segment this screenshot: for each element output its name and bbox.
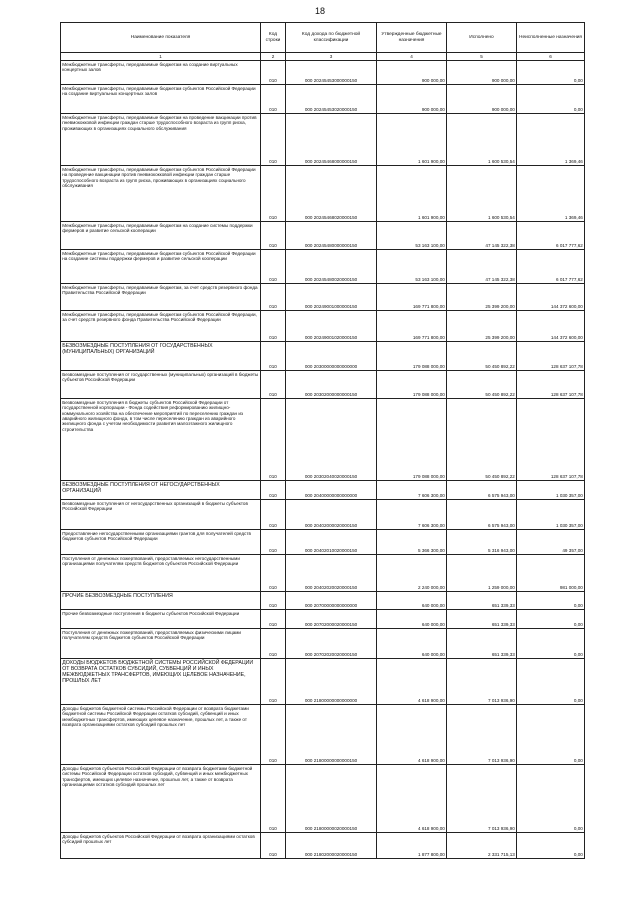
- table-header-row: [61, 23, 585, 53]
- table-row: [61, 114, 585, 166]
- approved-amount: 640 000,00: [377, 629, 447, 659]
- remaining-amount: 0,00: [517, 592, 585, 610]
- remaining-amount: 128 637 107,78: [517, 399, 585, 481]
- indicator-name: Межбюджетные трансферты, передаваемые бюджетам на проведение вакцинации против пневмококковой инфекции граждан старше трудоспособного возраста из групп риска, проживающих в организациях социального обслуживания: [61, 114, 261, 166]
- income-code: 000 20400000000000000: [286, 481, 377, 500]
- approved-amount: 7 606 300,00: [377, 481, 447, 500]
- income-code: 000 20300000000000000: [286, 342, 377, 371]
- income-code: 000 20302040020000150: [286, 399, 377, 481]
- column-number: 1: [61, 53, 261, 61]
- line-code: 010: [261, 311, 286, 342]
- approved-amount: 4 618 900,00: [377, 765, 447, 833]
- table-row: [61, 342, 585, 371]
- page-number: 18: [314, 6, 325, 16]
- approved-amount: 900 000,00: [377, 85, 447, 114]
- approved-amount: 4 618 900,00: [377, 659, 447, 705]
- approved-amount: 1 601 900,00: [377, 114, 447, 166]
- executed-amount: 47 145 322,38: [447, 250, 517, 284]
- income-code: 000 20302000000000150: [286, 371, 377, 399]
- line-code: 010: [261, 222, 286, 250]
- table-row: [61, 530, 585, 555]
- income-code: 000 20402020020000150: [286, 555, 377, 592]
- remaining-amount: 144 372 600,00: [517, 284, 585, 311]
- table-row: [61, 592, 585, 610]
- executed-amount: 6 575 943,00: [447, 481, 517, 500]
- indicator-name: ПРОЧИЕ БЕЗВОЗМЕЗДНЫЕ ПОСТУПЛЕНИЯ: [61, 592, 261, 610]
- line-code: 010: [261, 833, 286, 859]
- table-row: [61, 629, 585, 659]
- executed-amount: 50 450 892,22: [447, 399, 517, 481]
- remaining-amount: 6 017 777,62: [517, 250, 585, 284]
- table-row: [61, 555, 585, 592]
- remaining-amount: 0,00: [517, 833, 585, 859]
- line-code: 010: [261, 765, 286, 833]
- table-row: [61, 371, 585, 399]
- income-code: 000 20245480020000150: [286, 250, 377, 284]
- executed-amount: 900 000,00: [447, 85, 517, 114]
- column-number: 2: [261, 53, 286, 61]
- executed-amount: 50 450 892,22: [447, 342, 517, 371]
- income-code: 000 20249001020000150: [286, 311, 377, 342]
- indicator-name: Поступления от денежных пожертвований, предоставляемых негосударственными организациями получателям средств бюджетов субъектов Российской Федерации: [61, 555, 261, 592]
- indicator-name: Прочие безвозмездные поступления в бюджеты субъектов Российской Федерации: [61, 610, 261, 629]
- indicator-name: Безвозмездные поступления от негосударственных организаций в бюджеты субъектов Российской Федерации: [61, 500, 261, 530]
- indicator-name: Безвозмездные поступления в бюджеты субъектов Российской Федерации от государственной корпорации - Фонда содействия реформированию жилищно-коммунального хозяйства на обеспечение мероприятий по переселению граждан из аварийного жилищного фонда, в том числе переселению граждан из аварийного жилищного фонда с учетом необходимости развития малоэтажного жилищного строительства: [61, 399, 261, 481]
- header-executed: Исполнено: [447, 23, 517, 53]
- remaining-amount: 1 030 357,00: [517, 481, 585, 500]
- header-income-code: Код дохода по бюджетной классификации: [286, 23, 377, 53]
- header-indicator-name: Наименование показателя: [61, 23, 261, 53]
- approved-amount: 179 088 000,00: [377, 399, 447, 481]
- table-row: [61, 222, 585, 250]
- executed-amount: 651 339,33: [447, 610, 517, 629]
- income-code: 000 20402010020000150: [286, 530, 377, 555]
- line-code: 010: [261, 500, 286, 530]
- income-code: 000 20702020020000150: [286, 629, 377, 659]
- indicator-name: БЕЗВОЗМЕЗДНЫЕ ПОСТУПЛЕНИЯ ОТ ГОСУДАРСТВЕННЫХ (МУНИЦИПАЛЬНЫХ) ОРГАНИЗАЦИЙ: [61, 342, 261, 371]
- line-code: 010: [261, 166, 286, 222]
- remaining-amount: 981 000,00: [517, 555, 585, 592]
- line-code: 010: [261, 284, 286, 311]
- executed-amount: 1 600 530,54: [447, 166, 517, 222]
- table-row: [61, 166, 585, 222]
- indicator-name: Доходы бюджетов субъектов Российской Федерации от возврата организациями остатков субсидий прошлых лет: [61, 833, 261, 859]
- executed-amount: 651 339,33: [447, 629, 517, 659]
- executed-amount: 50 450 892,22: [447, 371, 517, 399]
- indicator-name: Межбюджетные трансферты, передаваемые бюджетам на создание виртуальных концертных залов: [61, 61, 261, 85]
- executed-amount: 25 399 200,00: [447, 284, 517, 311]
- table-row: [61, 481, 585, 500]
- header-approved: Утвержденные бюджетные назначения: [377, 23, 447, 53]
- executed-amount: 5 316 943,00: [447, 530, 517, 555]
- remaining-amount: 144 372 600,00: [517, 311, 585, 342]
- table-row: [61, 705, 585, 765]
- executed-amount: 1 600 530,54: [447, 114, 517, 166]
- approved-amount: 53 163 100,00: [377, 250, 447, 284]
- table-row: [61, 500, 585, 530]
- indicator-name: Безвозмездные поступления от государственных (муниципальных) организаций в бюджеты субъектов Российской Федерации: [61, 371, 261, 399]
- table-row: [61, 659, 585, 705]
- header-line-code: Код строки: [261, 23, 286, 53]
- income-code: 000 20245453000000150: [286, 61, 377, 85]
- column-number: 3: [286, 53, 377, 61]
- line-code: 010: [261, 629, 286, 659]
- line-code: 010: [261, 592, 286, 610]
- remaining-amount: 0,00: [517, 765, 585, 833]
- executed-amount: 900 000,00: [447, 61, 517, 85]
- income-code: 000 21800000000000000: [286, 659, 377, 705]
- table-row: [61, 85, 585, 114]
- indicator-name: Межбюджетные трансферты, передаваемые бюджетам субъектов Российской Федерации на создание виртуальных концертных залов: [61, 85, 261, 114]
- column-number-row: [61, 53, 585, 61]
- column-number: 5: [447, 53, 517, 61]
- column-number: 4: [377, 53, 447, 61]
- header-remaining: Неисполненные назначения: [517, 23, 585, 53]
- table-row: [61, 610, 585, 629]
- budget-execution-table: [60, 22, 585, 859]
- line-code: 010: [261, 399, 286, 481]
- approved-amount: 169 771 800,00: [377, 311, 447, 342]
- executed-amount: 651 339,33: [447, 592, 517, 610]
- remaining-amount: 128 637 107,78: [517, 342, 585, 371]
- line-code: 010: [261, 530, 286, 555]
- indicator-name: Доходы бюджетов бюджетной системы Российской Федерации от возврата бюджетами бюджетной системы Российской Федерации остатков субсидий, субвенций и иных межбюджетных трансфертов, имеющих целевое назначение, прошлых лет, а также от возврата организациями остатков субсидий прошлых лет: [61, 705, 261, 765]
- income-code: 000 20702000020000150: [286, 610, 377, 629]
- table-row: [61, 61, 585, 85]
- line-code: 010: [261, 342, 286, 371]
- approved-amount: 900 000,00: [377, 61, 447, 85]
- income-code: 000 21800000020000150: [286, 765, 377, 833]
- approved-amount: 640 000,00: [377, 592, 447, 610]
- indicator-name: Межбюджетные трансферты, передаваемые бюджетам субъектов Российской Федерации, за счет средств резервного фонда Правительства Российской Федерации: [61, 311, 261, 342]
- remaining-amount: 0,00: [517, 705, 585, 765]
- approved-amount: 4 618 900,00: [377, 705, 447, 765]
- line-code: 010: [261, 114, 286, 166]
- approved-amount: 7 606 300,00: [377, 500, 447, 530]
- remaining-amount: 128 637 107,78: [517, 371, 585, 399]
- column-number: 6: [517, 53, 585, 61]
- table-row: [61, 765, 585, 833]
- indicator-name: Доходы бюджетов субъектов Российской Федерации от возврата бюджетами бюджетной системы Российской Федерации остатков субсидий, субвенций и иных межбюджетных трансфертов, имеющих целевое назначение, прошлых лет, а также от возврата организациями остатков субсидий прошлых лет: [61, 765, 261, 833]
- table-row: [61, 250, 585, 284]
- approved-amount: 2 240 000,00: [377, 555, 447, 592]
- executed-amount: 7 013 936,90: [447, 765, 517, 833]
- income-code: 000 20245468000000150: [286, 114, 377, 166]
- table-row: [61, 833, 585, 859]
- income-code: 000 20245453020000150: [286, 85, 377, 114]
- line-code: 010: [261, 555, 286, 592]
- approved-amount: 5 366 300,00: [377, 530, 447, 555]
- remaining-amount: 49 357,00: [517, 530, 585, 555]
- indicator-name: Межбюджетные трансферты, передаваемые бюджетам на создание системы поддержки фермеров и развитие сельской кооперации: [61, 222, 261, 250]
- approved-amount: 169 771 800,00: [377, 284, 447, 311]
- executed-amount: 1 259 000,00: [447, 555, 517, 592]
- remaining-amount: 1 369,46: [517, 114, 585, 166]
- income-code: 000 20245468020000150: [286, 166, 377, 222]
- approved-amount: 640 000,00: [377, 610, 447, 629]
- line-code: 010: [261, 61, 286, 85]
- remaining-amount: 6 017 777,62: [517, 222, 585, 250]
- table-row: [61, 284, 585, 311]
- remaining-amount: 0,00: [517, 629, 585, 659]
- line-code: 010: [261, 85, 286, 114]
- remaining-amount: 0,00: [517, 85, 585, 114]
- executed-amount: 47 145 322,38: [447, 222, 517, 250]
- table-row: [61, 399, 585, 481]
- approved-amount: 1 877 800,00: [377, 833, 447, 859]
- indicator-name: Поступления от денежных пожертвований, предоставляемых физическими лицами получателям средств бюджетов субъектов Российской Федерации: [61, 629, 261, 659]
- income-code: 000 21800000000000150: [286, 705, 377, 765]
- income-code: 000 21802000020000150: [286, 833, 377, 859]
- remaining-amount: 0,00: [517, 659, 585, 705]
- approved-amount: 53 163 100,00: [377, 222, 447, 250]
- remaining-amount: 1 030 357,00: [517, 500, 585, 530]
- executed-amount: 7 013 936,90: [447, 659, 517, 705]
- indicator-name: Межбюджетные трансферты, передаваемые бюджетам субъектов Российской Федерации на проведение вакцинации против пневмококковой инфекции граждан старше трудоспособного возраста из групп риска, проживающих в организациях социального обслуживания: [61, 166, 261, 222]
- line-code: 010: [261, 705, 286, 765]
- line-code: 010: [261, 610, 286, 629]
- executed-amount: 6 575 943,00: [447, 500, 517, 530]
- indicator-name: Межбюджетные трансферты, передаваемые бюджетам, за счет средств резервного фонда Правительства Российской Федерации: [61, 284, 261, 311]
- indicator-name: ДОХОДЫ БЮДЖЕТОВ БЮДЖЕТНОЙ СИСТЕМЫ РОССИЙСКОЙ ФЕДЕРАЦИИ ОТ ВОЗВРАТА ОСТАТКОВ СУБСИДИЙ, СУБВЕНЦИЙ И ИНЫХ МЕЖБЮДЖЕТНЫХ ТРАНСФЕРТОВ, ИМЕЮЩИХ ЦЕЛЕВОЕ НАЗНАЧЕНИЕ, ПРОШЛЫХ ЛЕТ: [61, 659, 261, 705]
- approved-amount: 179 088 000,00: [377, 342, 447, 371]
- table-row: [61, 311, 585, 342]
- remaining-amount: 0,00: [517, 610, 585, 629]
- indicator-name: БЕЗВОЗМЕЗДНЫЕ ПОСТУПЛЕНИЯ ОТ НЕГОСУДАРСТВЕННЫХ ОРГАНИЗАЦИЙ: [61, 481, 261, 500]
- executed-amount: 2 331 715,13: [447, 833, 517, 859]
- line-code: 010: [261, 371, 286, 399]
- line-code: 010: [261, 250, 286, 284]
- remaining-amount: 0,00: [517, 61, 585, 85]
- approved-amount: 1 601 900,00: [377, 166, 447, 222]
- executed-amount: 7 013 936,90: [447, 705, 517, 765]
- income-code: 000 20249001000000150: [286, 284, 377, 311]
- line-code: 010: [261, 659, 286, 705]
- income-code: 000 20245480000000150: [286, 222, 377, 250]
- indicator-name: Предоставление негосударственными организациями грантов для получателей средств бюджетов субъектов Российской Федерации: [61, 530, 261, 555]
- remaining-amount: 1 369,46: [517, 166, 585, 222]
- executed-amount: 25 399 200,00: [447, 311, 517, 342]
- income-code: 000 20402000020000150: [286, 500, 377, 530]
- indicator-name: Межбюджетные трансферты, передаваемые бюджетам субъектов Российской Федерации на создание системы поддержки фермеров и развитие сельской кооперации: [61, 250, 261, 284]
- income-code: 000 20700000000000000: [286, 592, 377, 610]
- approved-amount: 179 088 000,00: [377, 371, 447, 399]
- line-code: 010: [261, 481, 286, 500]
